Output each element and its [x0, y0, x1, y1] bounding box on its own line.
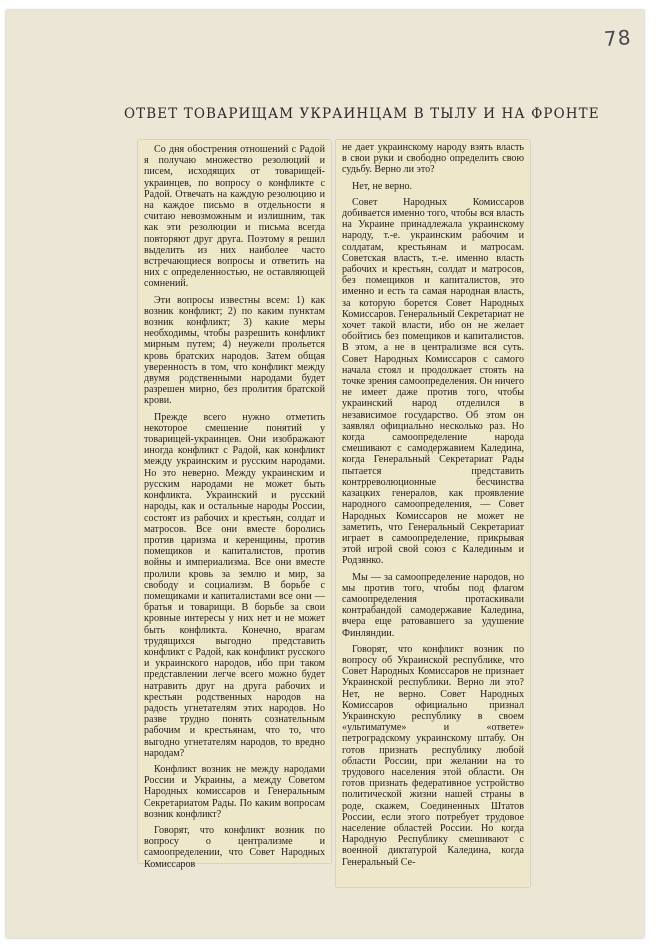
- paragraph: не дает украинскому народу взять власть в свои руки и свободно определить свою судьбу. Верно ли это?: [342, 142, 524, 176]
- right-column: [342, 142, 524, 873]
- article-headline: ОТВЕТ ТОВАРИЩАМ УКРАИНЦАМ В ТЫЛУ И НА ФРОНТЕ: [124, 106, 600, 122]
- left-column: [144, 144, 325, 875]
- paragraph: Со дня обострения отношений с Радой я получаю множество резолюций и писем, исходящих от товарищей-украинцев, по вопросу о конфликте с Радой. Отвечать на каждую резолюцию и на каждое письмо в отдельности я считаю невозможным и излишним, так как эти резолюции и письма всегда повторяют друг друга. Поэтому я решил выделить из них наиболее часто встречающиеся вопросы и ответить на них с определенностью, не оставляющей сомнений.: [144, 144, 325, 290]
- paragraph: Говорят, что конфликт возник по вопросу о централизме и самоопределении, что Совет Народных Комиссаров: [144, 824, 325, 870]
- paragraph: Говорят, что конфликт возник по вопросу об Украинской республике, что Совет Народных Комиссаров не признает Украинской республики. Верно ли это? Нет, не верно. Совет Народных Комиссаров официально признал Украинскую республику в своем «ультиматуме» и «ответе» петроградскому украинскому штабу. Он готов признать республику любой области России, при желании на то трудового населения этой области. Он готов признать федеративное устройство политической жизни нашей страны в роде, скажем, Соединенных Штатов России, если этого потребует трудовое население областей России. Но когда Народную Республику смешивают с военной диктатурой Каледина, когда Генеральный Се-: [342, 643, 524, 868]
- paragraph: Мы — за самоопределение народов, но мы против того, чтобы под флагом самоопределения протаскивали контрабандой самодержавие Каледина, вчера еще ратовавшего за удушение Финляндии.: [342, 571, 524, 639]
- page-number: 78: [603, 25, 633, 51]
- paragraph: Прежде всего нужно отметить некоторое смешение понятий у товарищей-украинцев. Они изображают иногда конфликт с Радой, как конфликт между украинским и русским народами. Но это неверно. Между украинским и русским народами не может быть конфликта. Украинский и русский народы, как и остальные народы России, состоят из рабочих и крестьян, солдат и матросов. Все они вместе боролись против царизма и керенщины, против помещиков и капиталистов, против войны и империализма. Все они вместе пролили кровь за землю и мир, за свободу и социализм. В борьбе с помещиками и капиталистами все они — братья и товарищи. В борьбе за свои кровные интересы у них нет и не может быть конфликта. Конечно, врагам трудящихся выгодно представить конфликт с Радой, как конфликт русского и украинского народов, ибо при таком представлении легче всего можно будет натравить друг на друга рабочих и крестьян родственных народов на радость угнетателям этих народов. Но разве трудно понять сознательным рабочим и крестьянам, что то, что выгодно угнетателям народов, то вредно народам?: [144, 411, 325, 759]
- paragraph: Конфликт возник не между народами России и Украины, а между Советом Народных комиссаров и Генеральным Секретариатом Рады. По каким вопросам возник конфликт?: [144, 763, 325, 820]
- paragraph: Эти вопросы известны всем: 1) как возник конфликт; 2) по каким пунктам возник конфликт; 3) какие меры необходимы, чтобы разрешить конфликт мирным путем; 4) неужели прольется кровь братских народов. Затем общая уверенность в том, что конфликт между двумя родственными народами будет разрешен мирно, без пролития братской крови.: [144, 294, 325, 407]
- paragraph: Совет Народных Комиссаров добивается именно того, чтобы вся власть на Украине принадлежала украинскому народу, т.-е. украинским рабочим и солдатам, крестьянам и матросам. Советская власть, т.-е. именно власть рабочих и крестьян, солдат и матросов, без помещиков и капиталистов, это именно и есть та самая народная власть, за которую борется Совет Народных Комиссаров. Генеральный Секретариат не хочет такой власти, ибо он не желает обойтись без помещиков и капиталистов. В этом, а не в централизме вся суть. Совет Народных Комиссаров с самого начала стоял и продолжает стоять на точке зрения самоопределения. Он ничего не имеет даже против того, чтобы украинский народ отделился в независимое государство. Об этом он заявлял официально несколько раз. Но когда самоопределение народа смешивают с самодержавием Каледина, когда Генеральный Секретариат Рады пытается представить контрреволюционные бесчинства казацких генералов, как проявление народного самоопределения, — Совет Народных Комиссаров не может не заметить, что Генеральный Секретариат играет в самоопределение, прикрывая этой игрой свой союз с Калединым и Родзянко.: [342, 196, 524, 567]
- newspaper-clipping-right: [336, 140, 530, 887]
- newspaper-clipping-left: [138, 140, 331, 870]
- paragraph: Нет, не верно.: [352, 180, 413, 192]
